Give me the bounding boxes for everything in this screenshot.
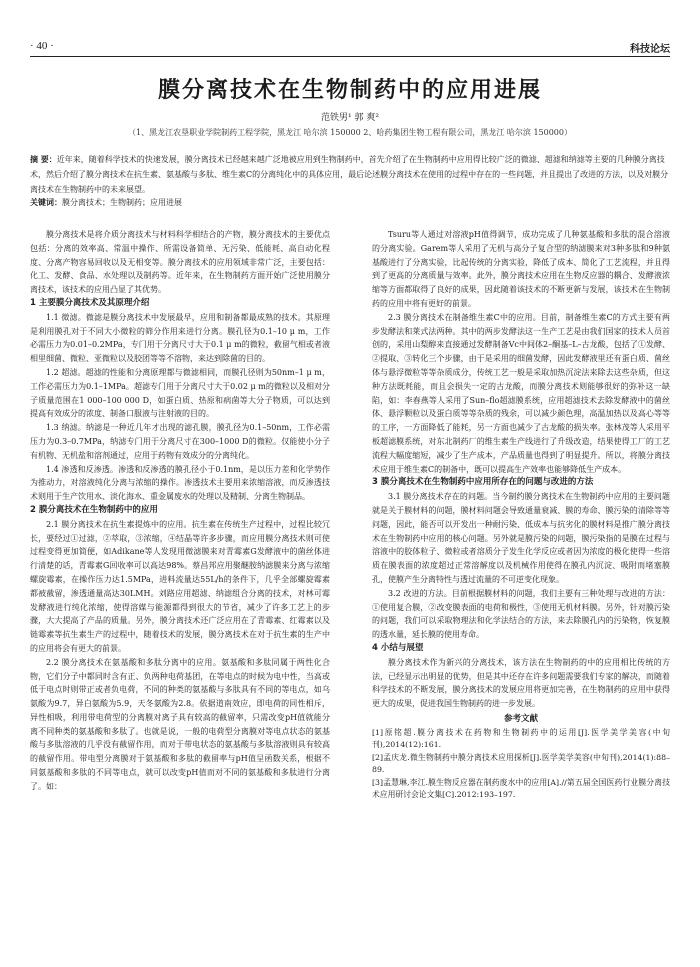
authors: 范铁男¹ 郭 爽² — [321, 113, 379, 123]
running-header — [30, 40, 670, 57]
body-paragraph: Tsuru等人通过对溶液pH值得调节，成功完成了几种氨基酸和多肽的混合溶液的分离实验。Garem等人采用了无机与高分子复合型的纳滤膜来对3种多肽和9种氨基酸进行了分离实验，比起传统的分离实验，降低了成本、简化了工艺流程，并且得到了更高的分离质量与效率。此外，膜分离技术应用在生物反应器的耦合、发酵液浓缩等方面都取得了良好的成果，因此随着该技术的不断更新与发展，该技术在生物制药的应用中将有更好的前景。 — [372, 230, 670, 308]
keywords-text: 膜分离技术；生物制药；应用进展 — [62, 198, 182, 207]
keywords-label: 关键词： — [30, 197, 62, 207]
left-column — [30, 228, 330, 794]
body-paragraph: 1.3 纳滤。纳滤是一种近几年才出现的滤孔膜，膜孔径为0.1–50nm，工作必需压力为0.3–0.7MPa，纳滤专门用于分离尺寸在300–1000 D的微粒。仅能使小分子有机物、无机盐和溶剂通过，应用于药物有效成分的分离纯化。 — [30, 423, 330, 460]
body-paragraph: 3.2 改进的方法。目前根据膜材料的问题，我们主要有三种处理与改进的方法：①使用复合膜，②改变膜表面的电荷和极性，③使用无机材料膜。另外，针对膜污染的问题，我们可以采取物理法和化学法结合的方法，来去除膜孔内的污染物，恢复膜的透水量，延长膜的使用寿命。 — [372, 588, 670, 640]
keywords — [30, 197, 670, 208]
body-paragraph: 膜分离技术作为新兴的分离技术，该方法在生物制药的中的应用相比传统的方法，已经显示出明显的优势，但是其中还存在许多问题需要我们专家的解决，而随着科学技术的不断发展，膜分离技术的发展应用将更加完善，在生物制药的应用中获得更大的成果，促进我国生物制药的进一步发展。 — [372, 657, 670, 709]
abstract — [30, 152, 670, 197]
section-heading: 1 主要膜分离技术及其原理介绍 — [30, 297, 150, 308]
section-heading: 2 膜分离技术在生物制药中的应用 — [30, 504, 158, 515]
paper-title: 膜分离技术在生物制药中的应用进展 — [157, 77, 542, 103]
reference-item: [3]孟慧琳,李江.膜生物反应器在制药废水中的应用[A].//第五届全国医药行业膜分离技术应用研讨会论文集[C].2012:193–197. — [372, 777, 670, 800]
body-paragraph: 1.4 渗透和反渗透。渗透和反渗透的膜孔径小于0.1nm，是以压力差和化学势作为推动力，对溶液纯化分离与浓缩的操作。渗透技术主要用来浓缩溶液，而反渗透技术则用于生产饮用水、淡化海水、重金属废水的处理以及精制、分离生物制品。 — [30, 464, 330, 502]
reference-item: [2]孟庆龙.微生物制药中膜分离技术应用探析[J].医学美学美容(中旬刊),2014(1):88–89. — [372, 752, 670, 775]
body-paragraph: 2.1 膜分离技术在抗生素提炼中的应用。抗生素在传统生产过程中，过程比较冗长，要经过①过滤，②萃取，③浓缩，④结晶等许多步骤，而应用膜分离技术则可使过程变得更加简便，如Adikane等人发现用微滤膜来对青霉素G发酵液中的菌丝体进行清楚的话，青霉素G回收率可以高达98%。蔡昌邦应用聚醚胺纳滤膜来分离与浓缩螺旋霉素，在操作压力达1.5MPa，进料流量达55L/h的条件下，几乎全部螺旋霉素都被截留，渗透通量高达30LMH。刘路应用超滤、纳滤组合分离的技术，对林可霉发酵液进行纯化浓缩，使得溶媒与能源都得到很大的节省，减少了许多工艺上的步骤，大大提高了产品的质量。另外，膜分离技术还广泛应用在了青霉素、红霉素以及链霉素等抗生素生产的过程中，随着技术的发展，膜分离技术在对于抗生素的生产中的应用将会有更大的前景。 — [30, 519, 330, 653]
body-paragraph: 1.1 微滤。微滤是膜分离技术中发展最早，应用和制备都最成熟的技术。其原理是利用膜孔对于不同大小微粒的筛分作用来进行分离。膜孔径为0.1–10 μ m，工作必需压力为0.01–0.2MPa，专门用于分离尺寸大于0.1 μ m的微粒，截留气相或者液相里细菌、微粒、亚微粒以及胶团等等不溶物，来达到除菌的目的。 — [30, 312, 330, 364]
references — [372, 713, 670, 802]
section-heading: 3 膜分离技术在生物制药中应用所存在的问题与改进的方法 — [372, 477, 594, 488]
body-paragraph: 3.1 膜分离技术存在的问题。当今制约膜分离技术在生物制药中应用的主要问题就是关于膜材料的问题，膜材料问题会导致通量衰减、膜的寿命、膜污染的清除等等问题，因此，能否可以开发出一种耐污染、低成本与抗劣化的膜材料是推广膜分离技术在生物制药中应用的核心问题。另外就是膜污染的问题，膜污染指的是膜在过程与溶液中的胶体粒子、微粒或者溶质分子发生化学反应或者因为浓度的极化使得一些溶质在膜表面的浓度超过正常溶解度以及机械作用使得在膜孔内沉淀、吸附而堵塞膜孔，使膜产生分离特性与透过流量的不可逆变化现象。 — [372, 492, 670, 584]
references-heading: 参考文献 — [503, 713, 538, 724]
abstract-label: 摘 要： — [30, 155, 57, 164]
body-paragraph: 2.3 膜分离技术在制备维生素C中的应用。目前，制备维生素C的方式主要有两步发酵法和莱式法两种。其中的两步发酵法这一生产工艺是由我们国家的技术人员首创的，采用山梨醇来直接通过发酵制备Vc中间体2–酮基–L–古龙酸，包括了①发酵、②提取、③转化三个步骤，由于是采用的细菌发酵，因此发酵液里还有蛋白质、菌丝体与悬浮微粒等等杂质成分，传统工艺一般是采取加热沉淀法来除去这些杂质，但这种方法既耗能，而且会损失一定的古龙酸，而膜分离技术则能够很好的弥补这一缺陷，如：李春燕等人采用了Sun–flo超滤膜系统，应用超滤技术去除发酵液中的菌丝体、悬浮颗粒以及蛋白质等等杂质的残余，可以减少颜色理，高温加热以及高心等等的工序，一方面降低了能耗，另一方面也减少了古龙酸的损失率。张林茂等人采用平板超滤膜系统，对东北制药厂的维生素生产线进行了升级改造，结果使得工厂的工艺流程大幅度缩短，减少了生产成本，产品质量也得到了明显提升。所以，将膜分离技术应用于维生素C的制备中，既可以提高生产效率也能够降低生产成本。 — [372, 312, 670, 474]
section-heading: 4 小结与展望 — [372, 642, 424, 653]
body-paragraph: 2.2 膜分离技术在氨基酸和多肽分离中的应用。氨基酸和多肽同属于两性化合物，它们分子中都同时含有正、负两种电荷基团，在等电点的时候为电中性，当高或低于电点时则带正或者负电荷，不同的种类的氨基酸与多肽具有不同的等电点，如乌氨酸为9.7，异白氨酸为5.9，天冬氨酸为2.8。依据道南效应，即电荷的同性相斥，异性相吸，利用带电荷型的分离膜对离子具有较高的截留率，只需改变pH值就能分离不同种类的氨基酸和多肽了。也就是说，一般的电荷型分离膜对等电点状态的氨基酸与多肽溶液的几乎没有截留作用，而对于带电状态的氨基酸与多肽溶液则具有较高的截留作用。带电型分离膜对于氨基酸和多肽的截留率与pH值呈函数关系，根据不同氨基酸和多肽的不同等电点，就可以改变pH值而对不同的氨基酸和多肽进行分离了。如： — [30, 657, 330, 791]
page-number: · 40 · — [30, 40, 54, 52]
affiliation: （1、黑龙江农垦职业学院制药工程学院，黑龙江 哈尔滨 150000 2、哈药集团生物工程有限公司，黑龙江 哈尔滨 150000） — [128, 128, 572, 137]
journal-name: 科技论坛 — [630, 44, 670, 55]
reference-item: [1]原铭超.膜分离技术在药物和生物制药中的运用[J].医学美学美容(中旬刊),2014(12):161. — [372, 727, 670, 750]
body-paragraph: 1.2 超滤。超滤的性能和分离原理都与微滤相同，而膜孔径则为50nm–1 μ m，工作必需压力为0.1–1MPa。超滤专门用于分离尺寸大于0.02 μ m的微粒以及相对分子质量范围在1 000–100 000 D，如蛋白质、热原和病菌等大分子物质，可以达到提高有效成分的浓度、制备口服液与注射液的目的。 — [30, 367, 330, 419]
body-paragraph: 膜分离技术是将介质分离技术与材料科学相结合的产物，膜分离技术的主要优点包括：分离的效率高、常温中操作、所需设备简单、无污染、低能耗、高自动化程度、分离产物容易回收以及无相变等。膜分离技术的应用领域非常广泛，主要包括：化工、发酵、食品、水处理以及制药等。近年来，在生物制药方面开始广泛使用膜分离技术，该技术的应用凸显了其优势。 — [30, 230, 330, 295]
abstract-text: 近年来，随着科学技术的快速发展，膜分离技术已经越来越广泛地被应用到生物制药中，首先介绍了在生物制药中应用得比较广泛的微滤、超滤和纳滤等主要的几种膜分离技术，然后介绍了膜分离技术在抗生素、氨基酸与多肽、维生素C的分离纯化中的具体应用，最后论述膜分离技术在使用的过程中存在的一些问题，并且提出了改进的方法，以及对膜分离技术在生物制药中的未来展望。 — [30, 155, 669, 194]
right-column — [372, 228, 670, 802]
